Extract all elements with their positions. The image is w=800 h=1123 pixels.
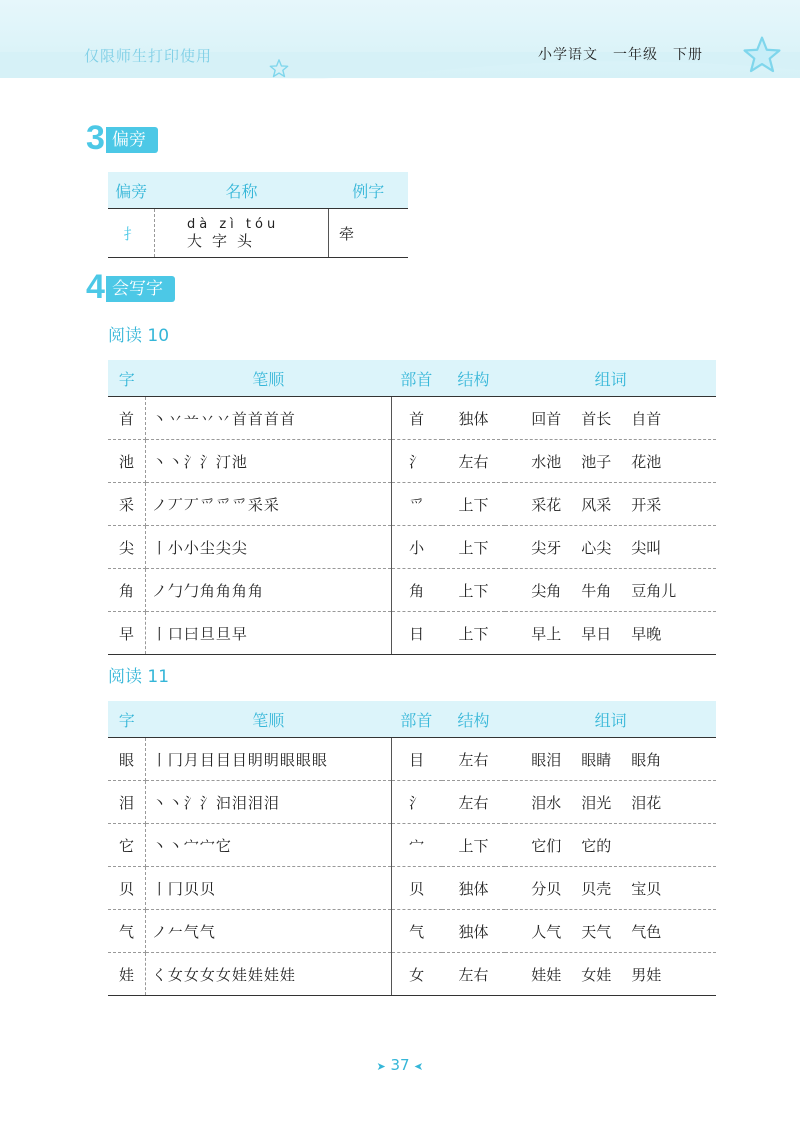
char-cell: 贝 xyxy=(108,867,145,910)
column-header: 结构 xyxy=(442,360,505,397)
table-body xyxy=(108,397,716,655)
structure-cell: 上下 xyxy=(442,824,505,867)
word: 早晚 xyxy=(631,624,662,643)
word: 它的 xyxy=(581,836,612,855)
radical-cell: 氵 xyxy=(391,440,442,483)
word: 风采 xyxy=(581,495,612,514)
word: 泪水 xyxy=(531,793,562,812)
column-header: 偏旁 xyxy=(108,172,155,209)
watermark: 仅限师生打印使用 xyxy=(84,47,213,65)
table-row xyxy=(108,867,716,910)
word: 它们 xyxy=(531,836,562,855)
char-cell: 尖 xyxy=(108,526,145,569)
table-body xyxy=(108,738,716,996)
radical-cell: 气 xyxy=(391,910,442,953)
word: 自首 xyxy=(631,409,662,428)
word: 早上 xyxy=(531,624,562,643)
word: 分贝 xyxy=(531,879,562,898)
pinyin: dà zì tóu xyxy=(187,217,280,232)
table-row xyxy=(108,526,716,569)
group-title: 阅读 10 xyxy=(108,326,170,346)
star-icon xyxy=(268,58,290,80)
writing-table-2 xyxy=(108,701,716,996)
word: 豆角儿 xyxy=(631,581,677,600)
word: 早日 xyxy=(581,624,612,643)
column-header: 名称 xyxy=(155,172,329,209)
word: 尖叫 xyxy=(631,538,662,557)
stroke-order-cell: 丶丶宀宀它 xyxy=(145,824,391,867)
words-cell xyxy=(505,569,716,612)
column-header: 笔顺 xyxy=(145,701,391,738)
word: 泪花 xyxy=(631,793,662,812)
words-cell xyxy=(505,910,716,953)
structure-cell: 独体 xyxy=(442,867,505,910)
writing-table-1 xyxy=(108,360,716,655)
page-number xyxy=(370,1056,430,1074)
radical-cell: 小 xyxy=(391,526,442,569)
table-header-row xyxy=(108,701,716,738)
radical-cell: 贝 xyxy=(391,867,442,910)
char-cell: 娃 xyxy=(108,953,145,996)
section-number: 3 xyxy=(86,119,105,157)
stroke-order-cell: 丶丶氵氵汀池 xyxy=(145,440,391,483)
table-row xyxy=(108,569,716,612)
radical-cell: 日 xyxy=(391,612,442,655)
word: 眼泪 xyxy=(531,750,562,769)
words-cell xyxy=(505,483,716,526)
word: 眼角 xyxy=(631,750,662,769)
table-header-row xyxy=(108,172,408,209)
word: 首长 xyxy=(581,409,612,428)
char-cell: 早 xyxy=(108,612,145,655)
stroke-order-cell: 丨小小尘尖尖 xyxy=(145,526,391,569)
word: 人气 xyxy=(531,922,562,941)
word: 牛角 xyxy=(581,581,612,600)
table-row xyxy=(108,738,716,781)
page-number-text: 37 xyxy=(390,1056,410,1074)
stroke-order-cell: 丨冂月目目目眀眀眼眼眼 xyxy=(145,738,391,781)
structure-cell: 独体 xyxy=(442,910,505,953)
stroke-order-cell: 丶丶氵氵汩泪泪泪 xyxy=(145,781,391,824)
table-row xyxy=(108,483,716,526)
radical-cell: 目 xyxy=(391,738,442,781)
radical-cell: ⺘ xyxy=(108,209,155,258)
char-cell: 气 xyxy=(108,910,145,953)
word: 女娃 xyxy=(581,965,612,984)
radical-table xyxy=(108,172,408,258)
section-number: 4 xyxy=(86,268,105,306)
column-header: 部首 xyxy=(391,360,442,397)
table-row xyxy=(108,440,716,483)
words-cell xyxy=(505,612,716,655)
stroke-order-cell: ノ勹勹角角角角 xyxy=(145,569,391,612)
word: 花池 xyxy=(631,452,662,471)
column-header: 笔顺 xyxy=(145,360,391,397)
char-cell: 采 xyxy=(108,483,145,526)
column-header: 例字 xyxy=(329,172,409,209)
stroke-order-cell: ノ𠂉气气 xyxy=(145,910,391,953)
word: 眼睛 xyxy=(581,750,612,769)
word: 天气 xyxy=(581,922,612,941)
radical-cell: 爫 xyxy=(391,483,442,526)
table-row xyxy=(108,910,716,953)
char-cell: 泪 xyxy=(108,781,145,824)
stroke-order-cell: く女女女女娃娃娃娃 xyxy=(145,953,391,996)
structure-cell: 左右 xyxy=(442,738,505,781)
structure-cell: 上下 xyxy=(442,612,505,655)
word: 池子 xyxy=(581,452,612,471)
char-cell: 首 xyxy=(108,397,145,440)
star-icon xyxy=(740,34,784,78)
table-row xyxy=(108,824,716,867)
structure-cell: 左右 xyxy=(442,781,505,824)
words-cell xyxy=(505,824,716,867)
radical-cell: 角 xyxy=(391,569,442,612)
stroke-order-cell: 丨口曰旦旦早 xyxy=(145,612,391,655)
example-cell: 牵 xyxy=(329,209,409,258)
words-cell xyxy=(505,953,716,996)
structure-cell: 上下 xyxy=(442,569,505,612)
section-3-title xyxy=(86,119,226,157)
word: 贝壳 xyxy=(581,879,612,898)
words-cell xyxy=(505,781,716,824)
column-header: 字 xyxy=(108,701,145,738)
word: 采花 xyxy=(531,495,562,514)
word: 男娃 xyxy=(631,965,662,984)
radical-cell: 女 xyxy=(391,953,442,996)
word: 娃娃 xyxy=(531,965,562,984)
stroke-order-cell: ノ丆丆爫爫爫采采 xyxy=(145,483,391,526)
column-header: 结构 xyxy=(442,701,505,738)
structure-cell: 左右 xyxy=(442,953,505,996)
word: 尖角 xyxy=(531,581,562,600)
stroke-order-cell: 丶丷䒑丷丷首首首首 xyxy=(145,397,391,440)
structure-cell: 上下 xyxy=(442,483,505,526)
table-row xyxy=(108,209,408,258)
word: 气色 xyxy=(631,922,662,941)
structure-cell: 独体 xyxy=(442,397,505,440)
char-cell: 眼 xyxy=(108,738,145,781)
word: 回首 xyxy=(531,409,562,428)
structure-cell: 上下 xyxy=(442,526,505,569)
chevron-left-icon: ➤ xyxy=(414,1060,424,1073)
words-cell xyxy=(505,440,716,483)
word: 开采 xyxy=(631,495,662,514)
structure-cell: 左右 xyxy=(442,440,505,483)
table-header-row xyxy=(108,360,716,397)
words-cell xyxy=(505,738,716,781)
radical-cell: 宀 xyxy=(391,824,442,867)
radical-name: 大字头 xyxy=(187,232,263,250)
column-header: 组词 xyxy=(505,701,716,738)
char-cell: 角 xyxy=(108,569,145,612)
column-header: 部首 xyxy=(391,701,442,738)
subject-label: 小学语文 一年级 下册 xyxy=(538,47,703,63)
radical-cell: 氵 xyxy=(391,781,442,824)
table-row xyxy=(108,781,716,824)
group-title: 阅读 11 xyxy=(108,667,170,687)
radical-cell: 首 xyxy=(391,397,442,440)
table-row xyxy=(108,953,716,996)
word: 水池 xyxy=(531,452,562,471)
words-cell xyxy=(505,867,716,910)
column-header: 组词 xyxy=(505,360,716,397)
radical-name-cell xyxy=(155,209,329,258)
word: 心尖 xyxy=(581,538,612,557)
column-header: 字 xyxy=(108,360,145,397)
section-label: 会写字 xyxy=(106,276,175,302)
word: 尖牙 xyxy=(531,538,562,557)
section-label: 偏旁 xyxy=(106,127,158,153)
chevron-right-icon: ➤ xyxy=(376,1060,386,1073)
table-row xyxy=(108,612,716,655)
words-cell xyxy=(505,526,716,569)
word: 宝贝 xyxy=(631,879,662,898)
char-cell: 它 xyxy=(108,824,145,867)
table-row xyxy=(108,397,716,440)
section-4-title xyxy=(86,268,236,306)
char-cell: 池 xyxy=(108,440,145,483)
words-cell xyxy=(505,397,716,440)
stroke-order-cell: 丨冂贝贝 xyxy=(145,867,391,910)
word: 泪光 xyxy=(581,793,612,812)
